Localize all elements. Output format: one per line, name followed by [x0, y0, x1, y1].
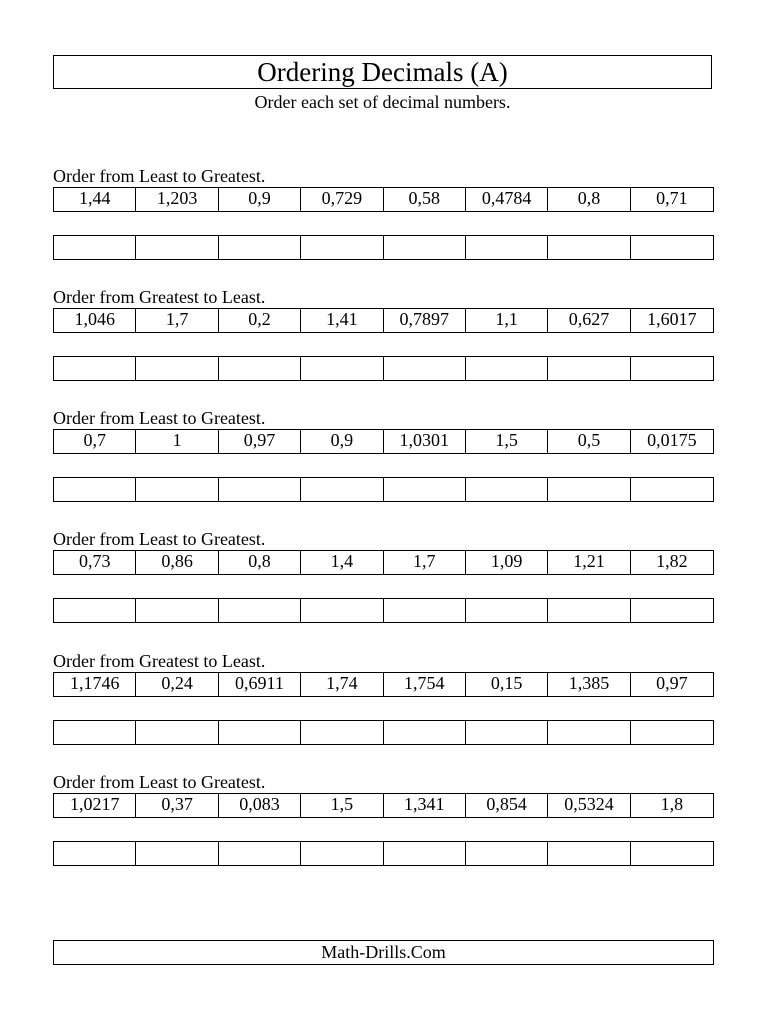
answer-box[interactable]: [54, 721, 136, 744]
number-cell: 0,5324: [548, 794, 630, 817]
number-cell: 1,341: [384, 794, 466, 817]
answer-box[interactable]: [631, 721, 713, 744]
answer-box[interactable]: [631, 842, 713, 865]
number-cell: 0,854: [466, 794, 548, 817]
problem-block: [53, 287, 714, 381]
answer-box[interactable]: [219, 599, 301, 622]
answer-row: [53, 841, 714, 866]
number-cell: 1,41: [301, 309, 383, 332]
number-cell: 1,82: [656, 551, 688, 571]
number-cell: 0,7897: [384, 309, 466, 332]
number-cell: 0,86: [136, 551, 218, 574]
numbers-row: [53, 429, 714, 454]
number-cell: 0,4784: [466, 188, 548, 211]
numbers-row: [53, 550, 714, 575]
number-cell: 0,8: [548, 188, 630, 211]
number-cell: 0,97: [219, 430, 301, 453]
answer-box[interactable]: [219, 478, 301, 501]
footer: Math-Drills.Com: [53, 940, 714, 965]
problem-instruction: Order from Greatest to Least.: [53, 287, 266, 307]
number-cell: 0,8: [219, 551, 301, 574]
numbers-row: [53, 187, 714, 212]
number-cell: 0,37: [136, 794, 218, 817]
answer-row: [53, 235, 714, 260]
answer-box[interactable]: [301, 478, 383, 501]
answer-box[interactable]: [301, 842, 383, 865]
answer-box[interactable]: [631, 478, 713, 501]
answer-box[interactable]: [548, 599, 630, 622]
number-cell: 1,0217: [54, 794, 136, 817]
problem-block: [53, 408, 714, 502]
answer-box[interactable]: [384, 842, 466, 865]
answer-box[interactable]: [219, 357, 301, 380]
problem-block: [53, 651, 714, 745]
number-cell: 1,7: [384, 551, 466, 574]
answer-box[interactable]: [548, 357, 630, 380]
number-cell: 1,44: [54, 188, 136, 211]
number-cell: 0,083: [219, 794, 301, 817]
answer-box[interactable]: [54, 478, 136, 501]
number-cell: 1,1: [466, 309, 548, 332]
answer-box[interactable]: [466, 721, 548, 744]
answer-box[interactable]: [136, 721, 218, 744]
number-cell: 1,5: [301, 794, 383, 817]
number-cell: 0,58: [384, 188, 466, 211]
number-cell: 1,4: [301, 551, 383, 574]
number-cell: 1,0301: [384, 430, 466, 453]
answer-box[interactable]: [631, 357, 713, 380]
answer-box[interactable]: [466, 842, 548, 865]
number-cell: 0,729: [301, 188, 383, 211]
number-cell: 0,5: [548, 430, 630, 453]
problem-instruction: Order from Least to Greatest.: [53, 166, 266, 186]
number-cell: 0,97: [656, 673, 688, 693]
answer-box[interactable]: [301, 357, 383, 380]
problem-instruction: Order from Least to Greatest.: [53, 772, 266, 792]
numbers-row: [53, 308, 714, 333]
numbers-row: [53, 672, 714, 697]
number-cell: 0,24: [136, 673, 218, 696]
number-cell: 0,73: [54, 551, 136, 574]
number-cell: 0,0175: [647, 430, 697, 450]
answer-box[interactable]: [301, 599, 383, 622]
number-cell: 0,627: [548, 309, 630, 332]
answer-box[interactable]: [136, 842, 218, 865]
number-cell: 1,7: [136, 309, 218, 332]
problem-block: [53, 166, 714, 260]
answer-box[interactable]: [384, 478, 466, 501]
answer-box[interactable]: [548, 842, 630, 865]
number-cell: 1,74: [301, 673, 383, 696]
answer-box[interactable]: [466, 357, 548, 380]
answer-row: [53, 720, 714, 745]
answer-box[interactable]: [301, 236, 383, 259]
instructions: Order each set of decimal numbers.: [254, 92, 511, 112]
number-cell: 1,203: [136, 188, 218, 211]
answer-box[interactable]: [384, 236, 466, 259]
answer-box[interactable]: [548, 478, 630, 501]
answer-box[interactable]: [384, 599, 466, 622]
problem-block: [53, 529, 714, 623]
answer-box[interactable]: [631, 236, 713, 259]
answer-box[interactable]: [136, 478, 218, 501]
number-cell: 0,71: [656, 188, 688, 208]
number-cell: 1: [136, 430, 218, 453]
answer-box[interactable]: [219, 236, 301, 259]
problem-instruction: Order from Least to Greatest.: [53, 408, 266, 428]
answer-box[interactable]: [54, 599, 136, 622]
number-cell: 1,754: [384, 673, 466, 696]
number-cell: 1,385: [548, 673, 630, 696]
answer-box[interactable]: [466, 599, 548, 622]
problem-instruction: Order from Least to Greatest.: [53, 529, 266, 549]
answer-box[interactable]: [136, 357, 218, 380]
answer-box[interactable]: [384, 721, 466, 744]
number-cell: 1,046: [54, 309, 136, 332]
answer-box[interactable]: [466, 478, 548, 501]
number-cell: 0,9: [301, 430, 383, 453]
number-cell: 0,9: [219, 188, 301, 211]
answer-row: [53, 598, 714, 623]
number-cell: 1,1746: [54, 673, 136, 696]
answer-box[interactable]: [219, 842, 301, 865]
number-cell: 1,5: [466, 430, 548, 453]
answer-box[interactable]: [301, 721, 383, 744]
answer-box[interactable]: [136, 236, 218, 259]
answer-row: [53, 356, 714, 381]
answer-box[interactable]: [219, 721, 301, 744]
number-cell: 1,6017: [647, 309, 697, 329]
worksheet-title: Ordering Decimals (A): [53, 55, 712, 89]
answer-box[interactable]: [548, 721, 630, 744]
number-cell: 0,2: [219, 309, 301, 332]
number-cell: 0,7: [54, 430, 136, 453]
answer-box[interactable]: [54, 236, 136, 259]
answer-box[interactable]: [548, 236, 630, 259]
number-cell: 0,15: [466, 673, 548, 696]
number-cell: 1,09: [466, 551, 548, 574]
answer-box[interactable]: [466, 236, 548, 259]
answer-box[interactable]: [136, 599, 218, 622]
answer-box[interactable]: [54, 842, 136, 865]
problem-instruction: Order from Greatest to Least.: [53, 651, 266, 671]
numbers-row: [53, 793, 714, 818]
answer-box[interactable]: [54, 357, 136, 380]
number-cell: 1,21: [548, 551, 630, 574]
answer-box[interactable]: [631, 599, 713, 622]
number-cell: 1,8: [660, 794, 684, 814]
answer-box[interactable]: [384, 357, 466, 380]
answer-row: [53, 477, 714, 502]
problem-block: [53, 772, 714, 866]
number-cell: 0,6911: [219, 673, 301, 696]
